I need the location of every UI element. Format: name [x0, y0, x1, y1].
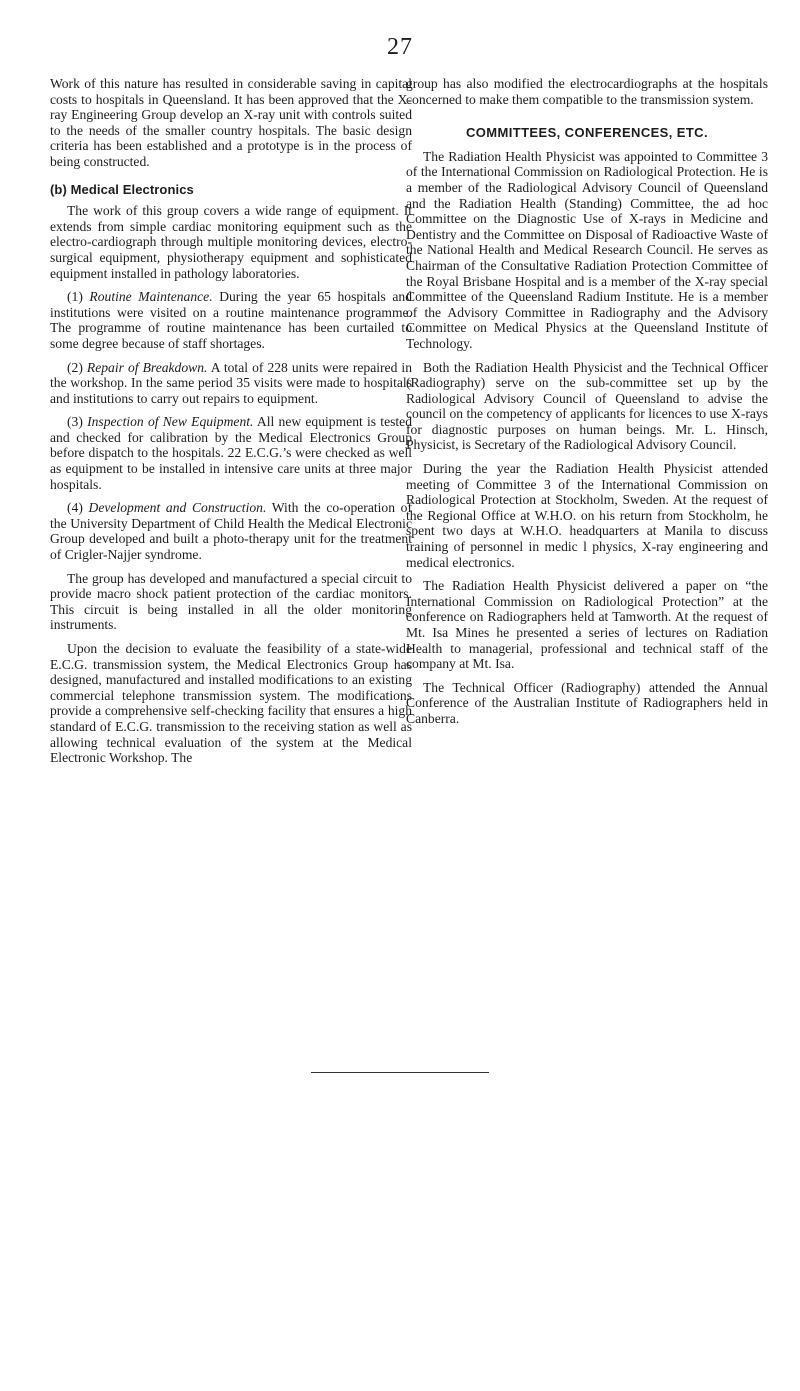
item-title: Routine Maintenance. — [89, 289, 213, 305]
item-number: (4) — [67, 500, 83, 516]
right-column — [406, 76, 768, 735]
item-title: Inspection of New Equipment. — [87, 414, 254, 430]
item-title: Repair of Breakdown. — [86, 359, 208, 375]
item-development-and-construction — [50, 500, 412, 562]
item-number: (2) — [67, 359, 83, 375]
item-routine-maintenance — [50, 289, 412, 351]
committees-paragraph-4: The Radiation Health Physicist delivered a paper on “the International Commission on Radiological Protection” at the conference on Radiographers held at Tamworth. At the request of Mt. Isa Mines he presented a series of lectures on Radiation Health to managerial, professional and technical staff of the company at Mt. Isa. — [406, 578, 768, 672]
ecg-transmission-paragraph: Upon the decision to evaluate the feasibility of a state-wide E.C.G. transmission system, the Medical Electronics Group has designed, manufactured and installed modifications to an existing commercial telephone transmission system. The modifications provide a comprehensive self-checking facility that ensures a high standard of E.C.G. transmission to the receiving station as well as allowing technical evaluation of the system at the Medical Electronic Workshop. The — [50, 641, 412, 766]
medical-electronics-paragraph: The work of this group covers a wide range of equipment. It extends from simple cardiac monitoring equipment such as the electro-cardiograph through multiple monitoring devices, electro-surgical equipment, physiotherapy equipment and sophisticated equipment installed in pathology laboratories. — [50, 203, 412, 281]
committees-paragraph-5: The Technical Officer (Radiography) attended the Annual Conference of the Australian Institute of Radiographers held in Canberra. — [406, 679, 768, 726]
item-inspection-of-new-equipment — [50, 414, 412, 492]
intro-paragraph: Work of this nature has resulted in considerable saving in capital costs to hospitals in Queensland. It has been approved that the X-ray Engineering Group develop an X-ray unit with controls suited to the needs of the smaller country hospitals. The basic design criteria has been established and a prototype is in the process of being constructed. — [50, 76, 412, 169]
committees-paragraph-2: Both the Radiation Health Physicist and the Technical Officer (Radiography) serve on the sub-committee set up by the Radiological Advisory Council of Queensland to advise the council on the competency of applicants for licences to use X-rays for diagnostic purposes on human beings. Mr. L. Hinsch, Physicist, is Secretary of the Radiological Advisory Council. — [406, 359, 768, 453]
item-number: (1) — [67, 289, 83, 305]
page-number: 27 — [387, 34, 413, 60]
subheading-medical-electronics: (b) Medical Electronics — [50, 181, 194, 197]
item-text: With the co-operation of the University Department of Child Health the Medical Electronic Group developed and built a photo-therapy unit for the treatment of Crigler-Najjer syndrome. — [50, 500, 412, 563]
item-number: (3) — [67, 414, 83, 430]
item-repair-of-breakdown — [50, 360, 412, 407]
committees-paragraph-3: During the year the Radiation Health Physicist attended meeting of Committee 3 of the International Commission on Radiological Protection at Stockholm, Sweden. At the request of the Regional Office at W.H.O. on his return from Stockholm, he spent two days at W.H.O. headquarters at Manila to discuss training of personnel in medic l physics, X-ray engineering and medical electronics. — [406, 461, 768, 570]
footer-divider — [311, 1072, 489, 1073]
committees-paragraph-1: The Radiation Health Physicist was appointed to Committee 3 of the International Commission on Radiological Protection. He is a member of the Radiological Advisory Council of Queensland and the Radiation Health (Standing) Committee, the ad hoc Committee on the Diagnostic Use of X-rays in Medicine and Dentistry and the Committee on Disposal of Radioactive Waste of the National Health and Medical Research Council. He serves as Chairman of the Consultative Radiation Protection Committee of the Royal Brisbane Hospital and is a member of the X-ray special Committee of the Queensland Radium Institute. He is a member of the Advisory Committee in Radiography and the Advisory Committee on Medical Physics at the Queensland Institute of Technology. — [406, 148, 768, 351]
item-text: During the year 65 hospitals and institutions were visited on a routine maintenance programme. The programme of routine maintenance has been curtailed to some degree because of staff shortages. — [50, 289, 413, 351]
section-heading-committees: COMMITTEES, CONFERENCES, ETC. — [465, 125, 708, 141]
item-text: All new equipment is tested and checked for calibration by the Medical Electronics Group before dispatch to the hospitals. 22 E.C.G.’s were checked as well as equipment to be installed in intensive care units at three major hospitals. — [50, 414, 412, 492]
macro-shock-paragraph: The group has developed and manufactured a special circuit to provide macro shock patient protection of the cardiac monitors. This circuit is being installed in all the older monitoring instruments. — [50, 570, 412, 633]
continuation-paragraph: group has also modified the electrocardiographs at the hospitals concerned to make them compatible to the transmission system. — [406, 76, 768, 107]
item-text: A total of 228 units were repaired in the workshop. In the same period 35 visits were made to hospitals and institutions to carry out repairs to equipment. — [50, 359, 412, 406]
left-column — [50, 76, 412, 774]
item-title: Development and Construction. — [88, 500, 267, 516]
